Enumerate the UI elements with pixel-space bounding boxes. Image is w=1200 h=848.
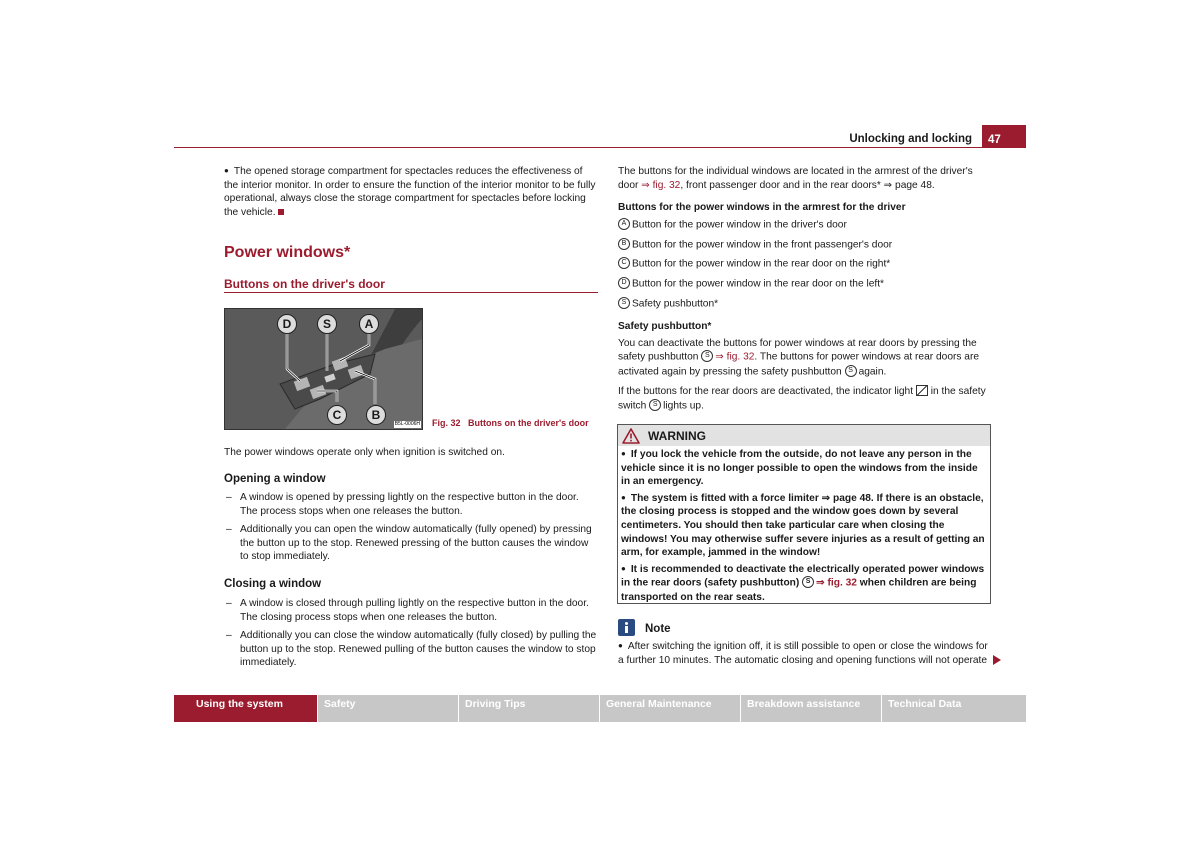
closing-list (224, 597, 598, 670)
note-title: Note (645, 623, 671, 635)
buttons-intro: The buttons for the individual windows are located in the armrest of the driver's door ⇒ fig. 32, front passenger door and in the rear doors* ⇒ page 48. (618, 166, 973, 191)
closing-title: Closing a window (224, 578, 322, 590)
opening-title: Opening a window (224, 473, 326, 485)
button-key-s-icon: S (618, 297, 630, 309)
list-item: C Button for the power window in the rear door on the right* (618, 257, 992, 271)
list-item: – A window is opened by pressing lightly on the respective button in the door. The process stops when one releases the button. (224, 491, 598, 518)
continue-arrow-icon (993, 655, 1001, 665)
buttons-title: Buttons for the power windows in the armrest for the driver (618, 202, 906, 214)
button-key-d-icon: D (618, 277, 630, 289)
list-item: – Additionally you can close the window automatically (fully closed) by pulling the button up to the stop. Renewed pulling of the button causes the window to stop immediately. (224, 629, 598, 670)
fig-link[interactable]: ⇒ fig. 32 (641, 179, 681, 191)
subheading-rule (224, 292, 598, 293)
intro-bullet: ● The opened storage compartment for spectacles reduces the effectiveness of the interior monitor. In order to ensure the function of the interior monitor to be fully operational, always close the storage compartment for spectacles before locking the vehicle. (224, 165, 598, 219)
fig-link[interactable]: ⇒ fig. 32 (816, 578, 857, 590)
list-item: D Button for the power window in the rear door on the left* (618, 277, 992, 291)
right-column (618, 165, 992, 413)
safety-title: Safety pushbutton* (618, 321, 712, 333)
section-title: Unlocking and locking (849, 133, 972, 145)
button-key-s-icon: S (802, 576, 814, 588)
figure-label-b: B (366, 405, 386, 425)
tab-technical-data[interactable]: Technical Data (882, 695, 1026, 722)
figure-caption: Fig. 32 Buttons on the driver's door (432, 418, 589, 428)
figure-label-a: A (359, 314, 379, 334)
subheading: Buttons on the driver's door (224, 277, 385, 291)
figure-code: B5L-0006H (394, 421, 420, 427)
section-heading: Power windows* (224, 244, 351, 261)
buttons-list (618, 218, 992, 311)
tab-driving-tips[interactable]: Driving Tips (459, 695, 599, 722)
opening-list (224, 491, 598, 564)
fig-link[interactable]: ⇒ fig. 32 (715, 352, 755, 364)
figure-label-s: S (317, 314, 337, 334)
indicator-text: If the buttons for the rear doors are deactivated, the indicator light in the safety switch S lights up. (618, 385, 986, 412)
info-icon (618, 619, 635, 636)
list-item: S Safety pushbutton* (618, 297, 992, 311)
warning-item: ● It is recommended to deactivate the electrically operated power windows in the rear doors (safety pushbutton) S ⇒ fig. 32 when children are being transported on the rear seats. (621, 563, 988, 604)
tab-using-the-system[interactable]: Using the system (174, 695, 317, 722)
page-number: 47 (982, 125, 1026, 148)
button-key-b-icon: B (618, 238, 630, 250)
button-key-s-icon: S (649, 399, 661, 411)
warning-title: WARNING (648, 429, 706, 443)
warning-content (621, 448, 988, 604)
safety-text: You can deactivate the buttons for power windows at rear doors by pressing the safety pushbutton S ⇒ fig. 32. The buttons for power windows at rear doors are activated again by pressing the safety pushbutton S again. (618, 337, 980, 378)
tab-safety[interactable]: Safety (318, 695, 458, 722)
ignition-text: The power windows operate only when ignition is switched on. (224, 447, 505, 458)
list-item: A Button for the power window in the driver's door (618, 218, 992, 232)
button-key-s-icon: S (701, 350, 713, 362)
warning-item: ● The system is fitted with a force limiter ⇒ page 48. If there is an obstacle, the closing process is stopped and the window goes down by several centimeters. You should then take particular care when closing the windows! You may otherwise suffer severe injuries as a result of getting an arm, for example, jammed in the window! (621, 492, 988, 560)
figure-image (224, 308, 423, 430)
button-key-a-icon: A (618, 218, 630, 230)
left-column (224, 165, 598, 219)
figure-label-c: C (327, 405, 347, 425)
window-lock-indicator-icon (916, 385, 928, 396)
warning-item: ● If you lock the vehicle from the outside, do not leave any person in the vehicle since it is no longer possible to open the windows from the inside in an emergency. (621, 448, 988, 489)
tab-general-maintenance[interactable]: General Maintenance (600, 695, 740, 722)
figure-label-d: D (277, 314, 297, 334)
button-key-c-icon: C (618, 257, 630, 269)
warning-triangle-icon (622, 428, 640, 444)
list-item: – Additionally you can open the window automatically (fully opened) by pressing the button up to the stop. Renewed pressing of the button causes the window to stop immediately. (224, 523, 598, 564)
header-rule (174, 147, 1026, 148)
note-text: ● After switching the ignition off, it is still possible to open or close the windows for a further 10 minutes. The automatic closing and opening functions will not operate (618, 640, 992, 667)
tab-breakdown-assistance[interactable]: Breakdown assistance (741, 695, 881, 722)
list-item: B Button for the power window in the front passenger's door (618, 238, 992, 252)
button-key-s-icon: S (845, 365, 857, 377)
end-square-icon (278, 209, 284, 215)
list-item: – A window is closed through pulling lightly on the respective button in the door. The closing process stops when one releases the button. (224, 597, 598, 624)
